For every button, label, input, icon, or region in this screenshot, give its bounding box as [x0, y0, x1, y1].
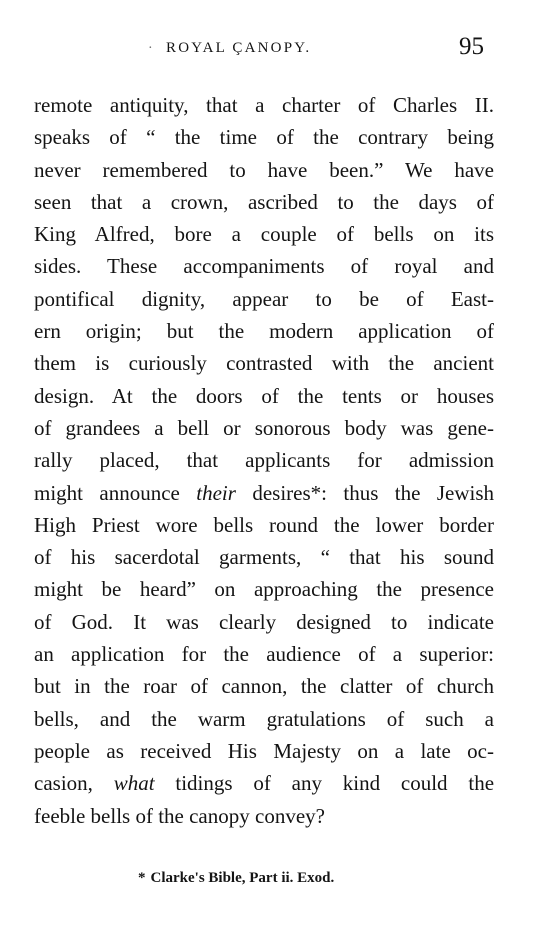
text-line: them is curiously contrasted with the ancient: [34, 351, 494, 376]
text-line: [34, 477, 494, 509]
text-line: never remembered to have been.” We have: [34, 157, 494, 182]
text-line: High Priest wore bells round the lower border: [34, 512, 494, 537]
text-segment: casion,: [34, 771, 93, 796]
header-dot: ·: [148, 41, 153, 56]
text-line: an application for the audience of a superior:: [34, 642, 494, 667]
text-line: feeble bells of the canopy convey?: [34, 803, 325, 828]
italic-word: their: [196, 480, 236, 505]
text-line: might be heard” on approaching the presence: [34, 577, 494, 602]
text-line: people as received His Majesty on a late oc-: [34, 738, 494, 763]
text-segment: tidings of any kind could the: [175, 771, 495, 796]
text-segment: might announce: [34, 480, 180, 505]
text-line: but in the roar of cannon, the clatter of church: [34, 674, 494, 699]
text-line: of God. It was clearly designed to indicate: [34, 609, 494, 634]
text-line: ern origin; but the modern application of: [34, 319, 494, 344]
text-line: [34, 767, 494, 799]
body-text: [34, 89, 494, 832]
text-line: of grandees a bell or sonorous body was gene-: [34, 415, 494, 440]
footnote-text: Clarke's Bible, Part ii. Exod.: [150, 870, 335, 886]
text-line: remote antiquity, that a charter of Charles II.: [34, 93, 494, 117]
italic-word: what: [113, 771, 155, 796]
text-segment: desires*: thus the Jewish: [252, 480, 495, 505]
text-line: seen that a crown, ascribed to the days of: [34, 189, 494, 214]
text-line: of his sacerdotal garments, “ that his sound: [34, 545, 494, 570]
footnote: [138, 870, 334, 887]
text-line: rally placed, that applicants for admission: [34, 448, 494, 473]
footnote-marker: *: [138, 870, 146, 886]
text-line: King Alfred, bore a couple of bells on its: [34, 222, 494, 247]
text-line: bells, and the warm gratulations of such a: [34, 706, 494, 731]
running-head: ROYAL ÇANOPY.: [166, 40, 312, 56]
page-number: 95: [459, 33, 484, 60]
text-line: sides. These accompaniments of royal and: [34, 254, 494, 279]
text-line: pontifical dignity, appear to be of East-: [34, 286, 494, 311]
text-line: speaks of “ the time of the contrary being: [34, 125, 494, 150]
text-line: design. At the doors of the tents or houses: [34, 383, 494, 408]
